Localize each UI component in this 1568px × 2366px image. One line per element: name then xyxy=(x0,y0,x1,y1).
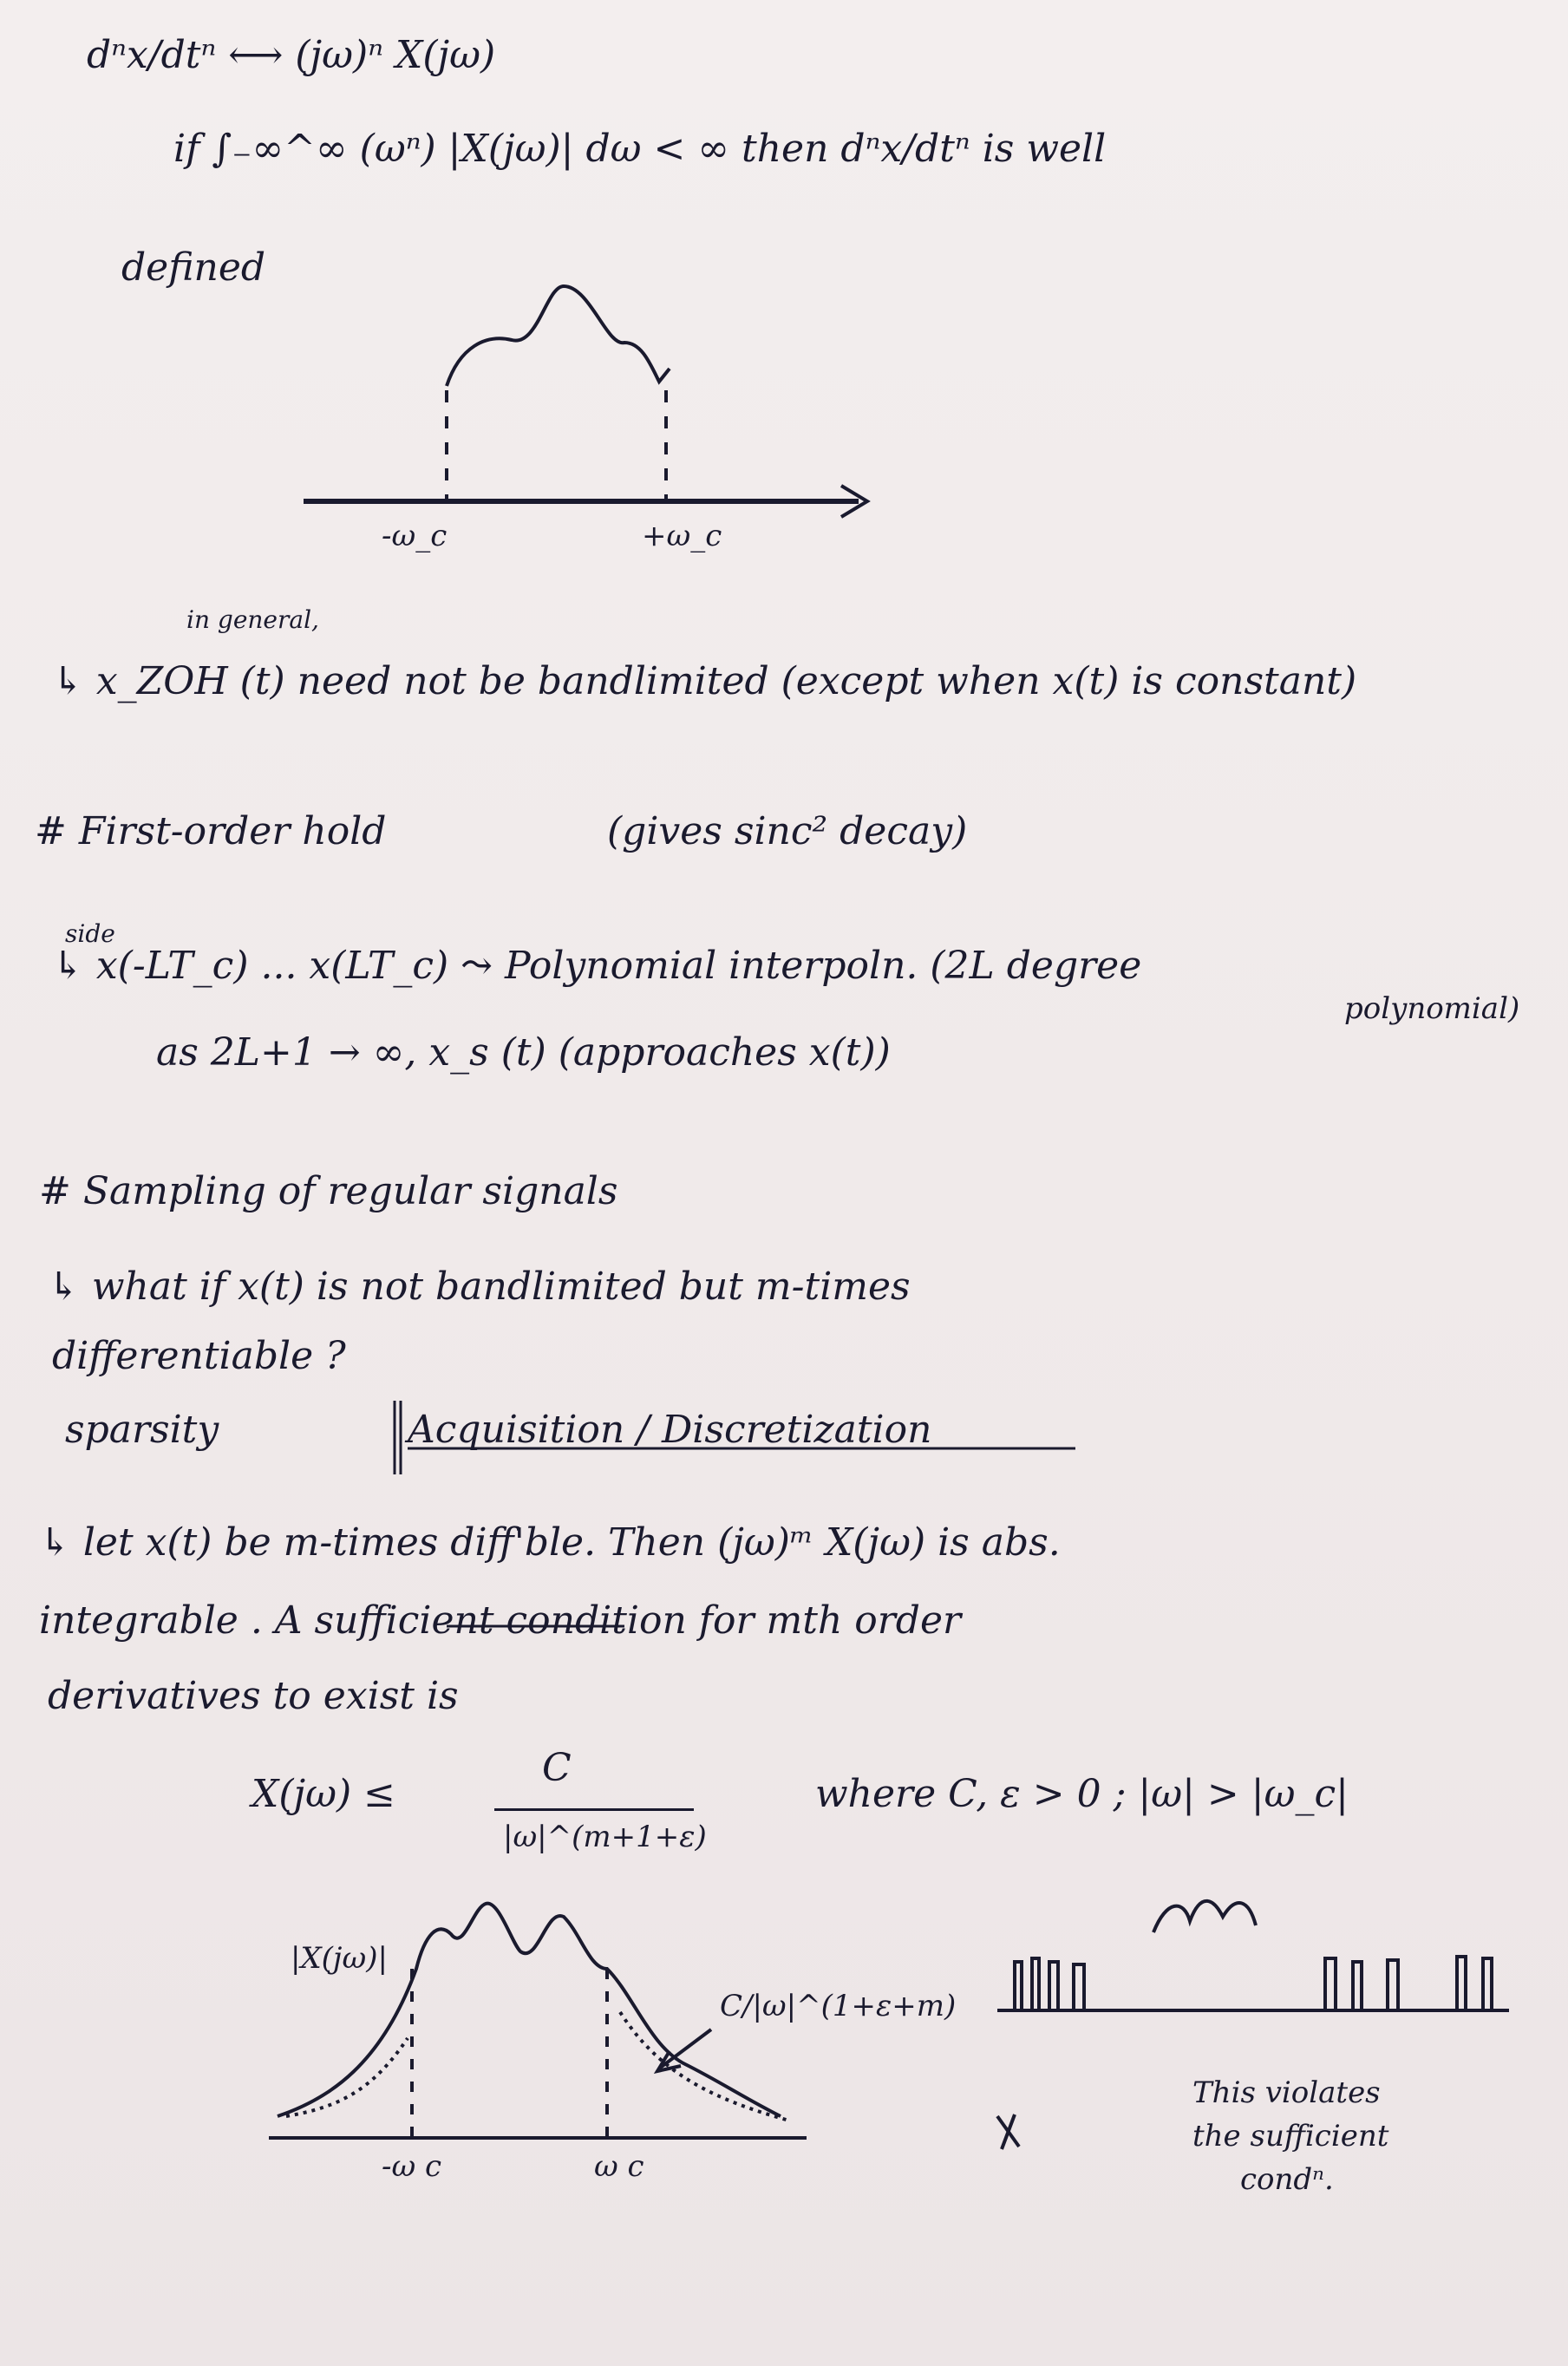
axis-label-neg: -ω_c xyxy=(382,519,448,553)
polynomial-word: polynomial) xyxy=(1344,991,1520,1026)
sampling-regular-heading: # Sampling of regular signals xyxy=(39,1169,618,1213)
spiky-bump xyxy=(1153,1901,1256,1932)
plot-axis-pos: ω c xyxy=(594,2149,644,2184)
spiky-spectrum-sketch xyxy=(997,1901,1509,2149)
inequality-numerator: C xyxy=(542,1746,572,1790)
sparsity-label: sparsity xyxy=(65,1408,219,1452)
magnitude-label: |X(jω)| xyxy=(291,1941,388,1976)
violation-note-3: condⁿ. xyxy=(1240,2162,1334,2197)
inequality-denominator: |ω|^(m+1+ε) xyxy=(503,1820,707,1854)
ft-derivative-pair: dⁿx/dtⁿ ⟷ (jω)ⁿ X(jω) xyxy=(87,33,496,77)
integrability-condition: if ∫₋∞^∞ (ωⁿ) |X(jω)| dω < ∞ then dⁿx/dtⁿ is well xyxy=(173,127,1107,171)
envelope-label: C/|ω|^(1+ε+m) xyxy=(720,1989,957,2023)
let-statement-2: integrable . A sufficient condition for mth order xyxy=(39,1598,962,1643)
first-order-hold-heading: # First-order hold xyxy=(35,809,387,853)
let-statement-3: derivatives to exist is xyxy=(48,1674,459,1718)
scribble-mark-2 xyxy=(1002,2114,1015,2149)
what-if-question: ↳ what if x(t) is not bandlimited but m-times xyxy=(48,1265,911,1309)
defined-word: defined xyxy=(121,245,266,290)
spectrum-curve xyxy=(447,286,670,386)
zoh-statement: ↳ x_ZOH (t) need not be bandlimited (except when x(t) is constant) xyxy=(52,659,1357,703)
acquisition-label: Acquisition / Discretization xyxy=(408,1408,932,1452)
spectrum-curve-2 xyxy=(278,1904,781,2116)
fraction-bar xyxy=(494,1808,694,1811)
polynomial-interpolation: ↳ x(-LT_c) ... x(LT_c) ⤳ Polynomial interpoln. (2L degree xyxy=(52,944,1142,988)
axis-label-pos: +ω_c xyxy=(642,519,722,553)
violation-note-1: This violates xyxy=(1192,2075,1381,2110)
decay-envelope xyxy=(286,2012,789,2121)
differentiable-word: differentiable ? xyxy=(52,1334,346,1378)
violation-note-2: the sufficient xyxy=(1192,2119,1389,2154)
side-note: side xyxy=(65,919,115,948)
let-statement-1: ↳ let x(t) be m-times diff'ble. Then (jω)ᵐ X(jω) is abs. xyxy=(39,1520,1061,1565)
bandlimited-spectrum-sketch xyxy=(304,286,867,517)
in-general-note: in general, xyxy=(186,605,319,634)
sinc-decay-note: (gives sinc² decay) xyxy=(607,809,968,853)
inequality-where: where C, ε > 0 ; |ω| > |ω_c| xyxy=(815,1772,1349,1816)
inequality-lhs: X(jω) ≤ xyxy=(252,1772,396,1816)
plot-axis-neg: -ω c xyxy=(382,2149,442,2184)
spike-pulses xyxy=(1015,1957,1492,2010)
approach-statement: as 2L+1 → ∞, x_s (t) (approaches x(t)) xyxy=(156,1030,891,1075)
